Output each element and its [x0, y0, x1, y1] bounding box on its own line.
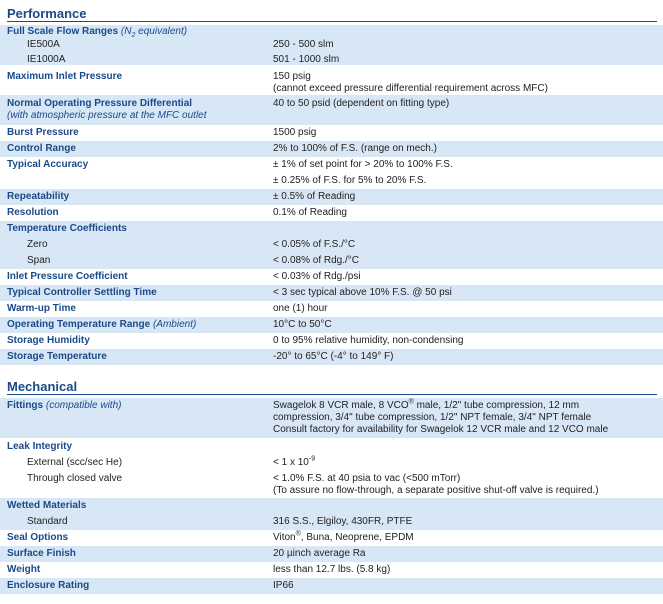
humidity-value: 0 to 95% relative humidity, non-condensing — [273, 335, 464, 346]
fittings-line-1: Swagelok 8 VCR male, 8 VCO® male, 1/2" tube compression, 12 mm — [273, 398, 580, 411]
burst-row — [0, 125, 663, 141]
settling-value: < 3 sec typical above 10% F.S. @ 50 psi — [273, 287, 452, 298]
through-value-2: (To assure no flow-through, a separate positive shut-off valve is required.) — [273, 485, 599, 496]
warmup-row — [0, 301, 663, 317]
storage-temp-label: Storage Temperature — [7, 351, 107, 362]
full-scale-label: Full Scale Flow Ranges ($N_2$ equivalent) — [7, 26, 188, 39]
span-label: Span — [27, 255, 51, 266]
inlet-coeff-label: Inlet Pressure Coefficient — [7, 271, 128, 282]
op-temp-value: 10°C to 50°C — [273, 319, 332, 330]
accuracy-value-1: ± 1% of set point for > 20% to 100% F.S. — [273, 159, 453, 170]
settling-row — [0, 285, 663, 301]
span-value: < 0.08% of Rdg./°C — [273, 255, 359, 266]
normal-op-note: (with atmospheric pressure at the MFC outlet — [7, 110, 207, 121]
max-inlet-label: Maximum Inlet Pressure — [7, 71, 123, 82]
enclosure-value: IP66 — [273, 580, 294, 591]
weight-label: Weight — [7, 564, 41, 575]
standard-label: Standard — [27, 516, 68, 527]
control-range-label: Control Range — [7, 143, 76, 154]
zero-value: < 0.05% of F.S./°C — [273, 239, 356, 250]
repeatability-value: ± 0.5% of Reading — [273, 191, 356, 202]
enclosure-label: Enclosure Rating — [7, 580, 90, 591]
fittings-label: Fittings (compatible with) — [7, 400, 122, 411]
op-temp-row — [0, 317, 663, 333]
storage-temp-row — [0, 349, 663, 365]
temp-coeff-label: Temperature Coefficients — [7, 223, 127, 234]
wetted-row — [0, 498, 663, 530]
max-inlet-value: 150 psig — [273, 71, 311, 82]
inlet-coeff-row — [0, 269, 663, 285]
op-temp-label: Operating Temperature Range (Ambient) — [7, 319, 197, 330]
accuracy-row — [0, 157, 663, 189]
surface-value: 20 µinch average Ra — [273, 548, 366, 559]
leak-row — [0, 438, 663, 498]
control-range-row — [0, 141, 663, 157]
repeatability-row — [0, 189, 663, 205]
burst-label: Burst Pressure — [7, 127, 79, 138]
humidity-label: Storage Humidity — [7, 335, 90, 346]
fittings-row — [0, 398, 663, 438]
resolution-label: Resolution — [7, 207, 59, 218]
seal-label: Seal Options — [7, 532, 69, 543]
repeatability-label: Repeatability — [7, 191, 70, 202]
max-inlet-note: (cannot exceed pressure differential requirement across MFC) — [273, 83, 548, 94]
external-value: < 1 x $10^{-9}$ — [273, 455, 316, 468]
normal-op-label: Normal Operating Pressure Differential — [7, 98, 193, 109]
resolution-value: 0.1% of Reading — [273, 207, 347, 218]
temp-coeff-row — [0, 221, 663, 269]
humidity-row — [0, 333, 663, 349]
burst-value: 1500 psig — [273, 127, 317, 138]
inlet-coeff-value: < 0.03% of Rdg./psi — [273, 271, 361, 282]
warmup-label: Warm-up Time — [7, 303, 76, 314]
ie1000a-label: IE1000A — [27, 54, 66, 65]
ie1000a-value: 501 - 1000 slm — [273, 54, 340, 65]
ie500a-label: IE500A — [27, 39, 60, 50]
leak-label: Leak Integrity — [7, 441, 73, 452]
fittings-line-2: compression, 3/4" tube compression, 1/2" NPT female, 3/4" NPT female — [273, 412, 592, 423]
max-inlet-row — [0, 65, 663, 95]
accuracy-value-2: ± 0.25% of F.S. for 5% to 20% F.S. — [273, 175, 427, 186]
warmup-value: one (1) hour — [273, 303, 328, 314]
surface-row — [0, 546, 663, 562]
settling-label: Typical Controller Settling Time — [7, 287, 157, 298]
accuracy-label: Typical Accuracy — [7, 159, 89, 170]
normal-op-value: 40 to 50 psid (dependent on fitting type) — [273, 98, 450, 109]
zero-label: Zero — [27, 239, 48, 250]
control-range-value: 2% to 100% of F.S. (range on mech.) — [273, 143, 437, 154]
weight-row — [0, 562, 663, 578]
weight-value: less than 12.7 lbs. (5.8 kg) — [273, 564, 391, 575]
seal-row — [0, 530, 663, 546]
resolution-row — [0, 205, 663, 221]
through-value-1: < 1.0% F.S. at 40 psia to vac (<500 mTorr) — [273, 473, 461, 484]
storage-temp-value: -20° to 65°C (-4° to 149° F) — [273, 351, 394, 362]
surface-label: Surface Finish — [7, 548, 76, 559]
standard-value: 316 S.S., Elgiloy, 430FR, PTFE — [273, 516, 413, 527]
section-title-performance: Performance — [7, 6, 657, 22]
section-title-mechanical: Mechanical — [7, 379, 657, 395]
through-label: Through closed valve — [27, 473, 123, 484]
ie500a-value: 250 - 500 slm — [273, 39, 334, 50]
seal-value: Viton®, Buna, Neoprene, EPDM — [273, 530, 414, 543]
enclosure-row — [0, 578, 663, 594]
wetted-label: Wetted Materials — [7, 500, 87, 511]
normal-op-row — [0, 95, 663, 125]
full-scale-row — [0, 25, 663, 65]
external-label: External (scc/sec He) — [27, 457, 123, 468]
fittings-line-3: Consult factory for availability for Swagelok 12 VCR male and 12 VCO male — [273, 424, 609, 435]
